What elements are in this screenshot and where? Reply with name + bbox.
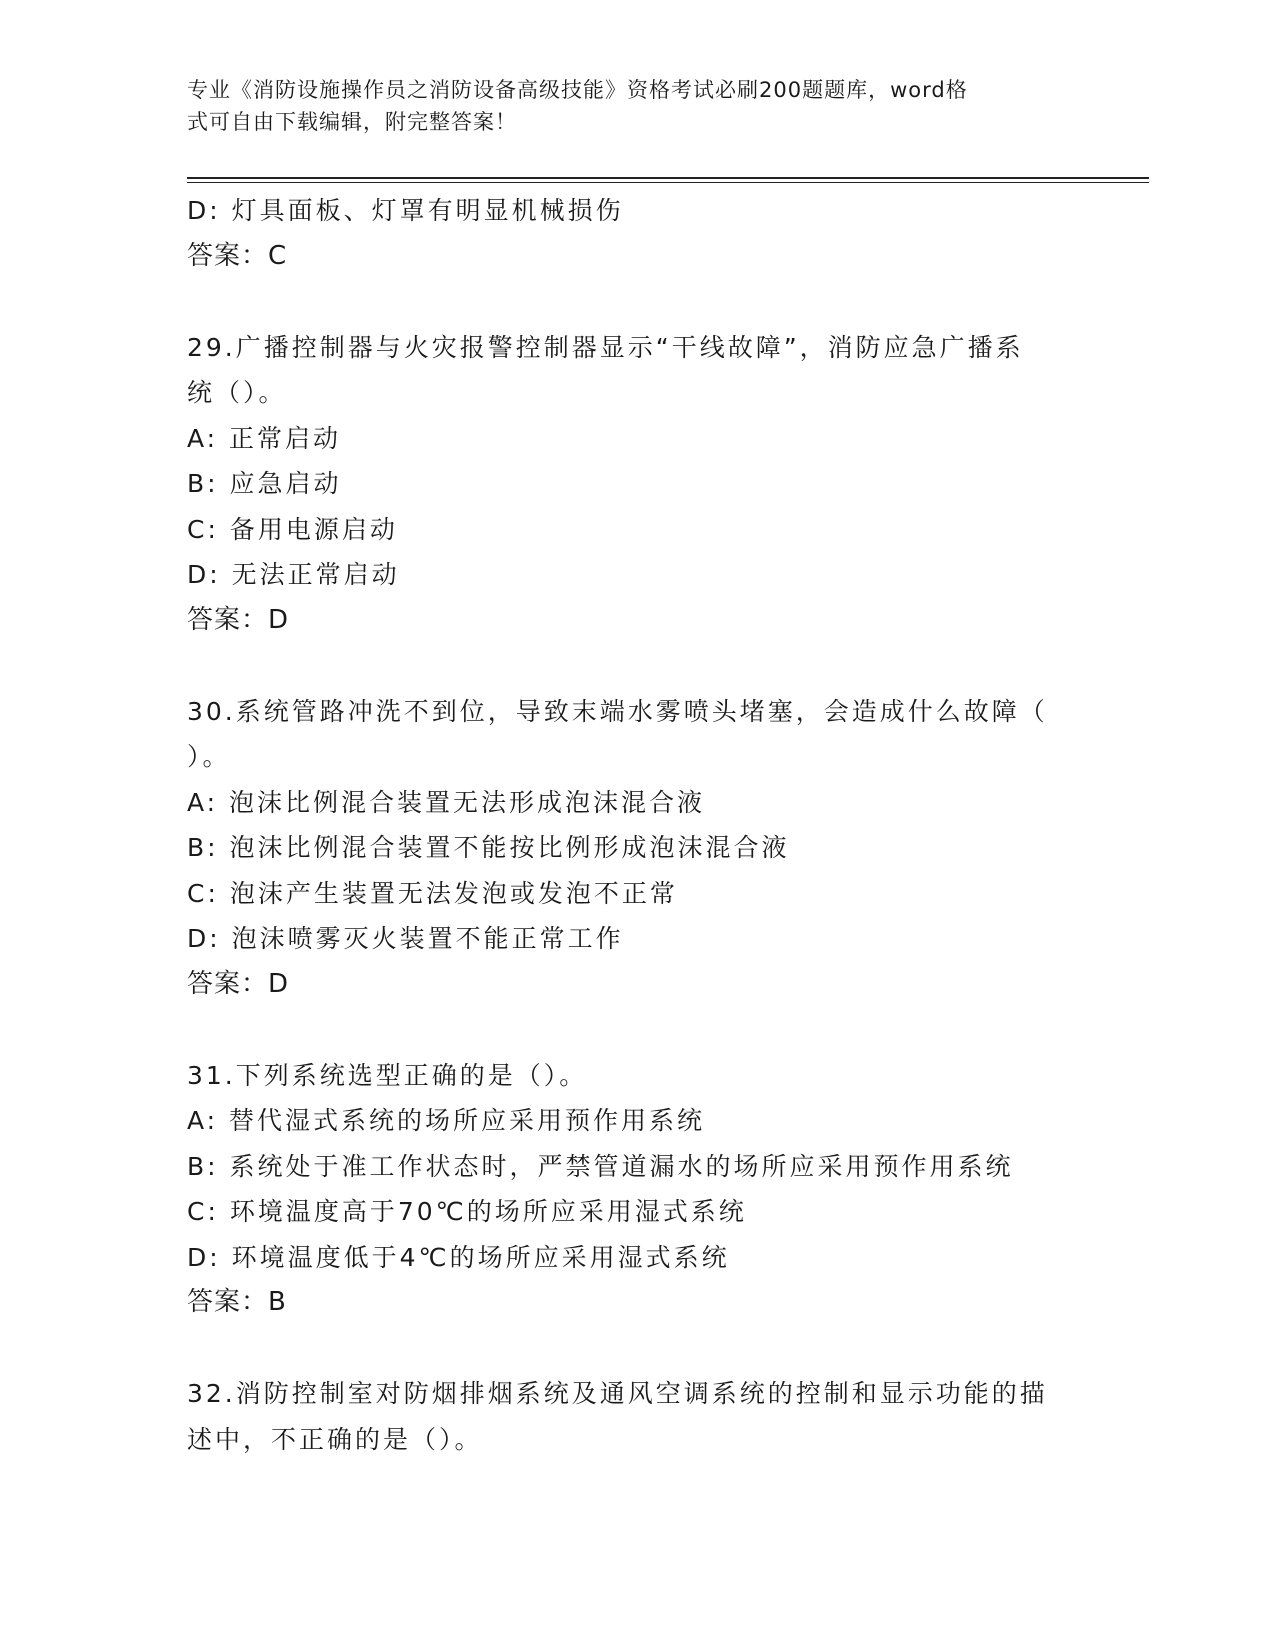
q29-option-d: D: 无法正常启动 <box>187 560 400 589</box>
q30-option-a: A: 泡沫比例混合装置无法形成泡沫混合液 <box>187 787 706 817</box>
q32-stem-line-1: 32.消防控制室对防烟排烟系统及通风空调系统的控制和显示功能的描 <box>187 1379 1048 1408</box>
q30-stem-line-2: ）。 <box>187 742 231 771</box>
q31-option-c: C: 环境温度高于70℃的场所应采用湿式系统 <box>187 1197 747 1226</box>
q30-option-c: C: 泡沫产生装置无法发泡或发泡不正常 <box>187 878 678 908</box>
q30-stem-line-1: 30.系统管路冲洗不到位，导致末端水雾喷头堵塞，会造成什么故障（ <box>187 696 1048 726</box>
question-list <box>187 188 1087 1462</box>
q30-option-b: B: 泡沫比例混合装置不能按比例形成泡沫混合液 <box>187 833 790 862</box>
q30-option-d: D: 泡沫喷雾灭火装置不能正常工作 <box>187 924 624 953</box>
document-header <box>187 74 1067 138</box>
q30-answer: 答案：D <box>187 968 290 999</box>
q28-option-d: D: 灯具面板、灯罩有明显机械损伤 <box>187 196 624 225</box>
q28-answer: 答案：C <box>187 240 288 271</box>
spacer <box>187 1007 1087 1053</box>
q29-stem-line-2: 统（）。 <box>187 378 287 407</box>
q29-option-c: C: 备用电源启动 <box>187 514 398 544</box>
q31-option-d: D: 环境温度低于4℃的场所应采用湿式系统 <box>187 1242 730 1272</box>
q31-answer: 答案：B <box>187 1287 287 1317</box>
q31-option-b: B: 系统处于准工作状态时，严禁管道漏水的场所应采用预作用系统 <box>187 1151 1014 1181</box>
spacer <box>187 279 1087 325</box>
q31-option-a: A: 替代湿式系统的场所应采用预作用系统 <box>187 1106 706 1135</box>
q32-stem-line-2: 述中，不正确的是（）。 <box>187 1424 483 1454</box>
q29-stem-line-1: 29.广播控制器与火灾报警控制器显示“干线故障”，消防应急广播系 <box>187 332 1024 362</box>
header-line-2: 式可自由下载编辑，附完整答案！ <box>187 110 517 134</box>
header-rule-thick <box>187 177 1149 179</box>
spacer <box>187 1326 1087 1372</box>
header-rule-thin <box>187 182 1149 183</box>
spacer <box>187 643 1087 689</box>
q31-stem-line-1: 31.下列系统选型正确的是（）。 <box>187 1060 588 1090</box>
q29-option-a: A: 正常启动 <box>187 423 342 453</box>
header-line-1: 专业《消防设施操作员之消防设备高级技能》资格考试必刷200题题库，word格 <box>187 78 968 102</box>
q29-answer: 答案：D <box>187 604 290 635</box>
q29-option-b: B: 应急启动 <box>187 469 342 498</box>
